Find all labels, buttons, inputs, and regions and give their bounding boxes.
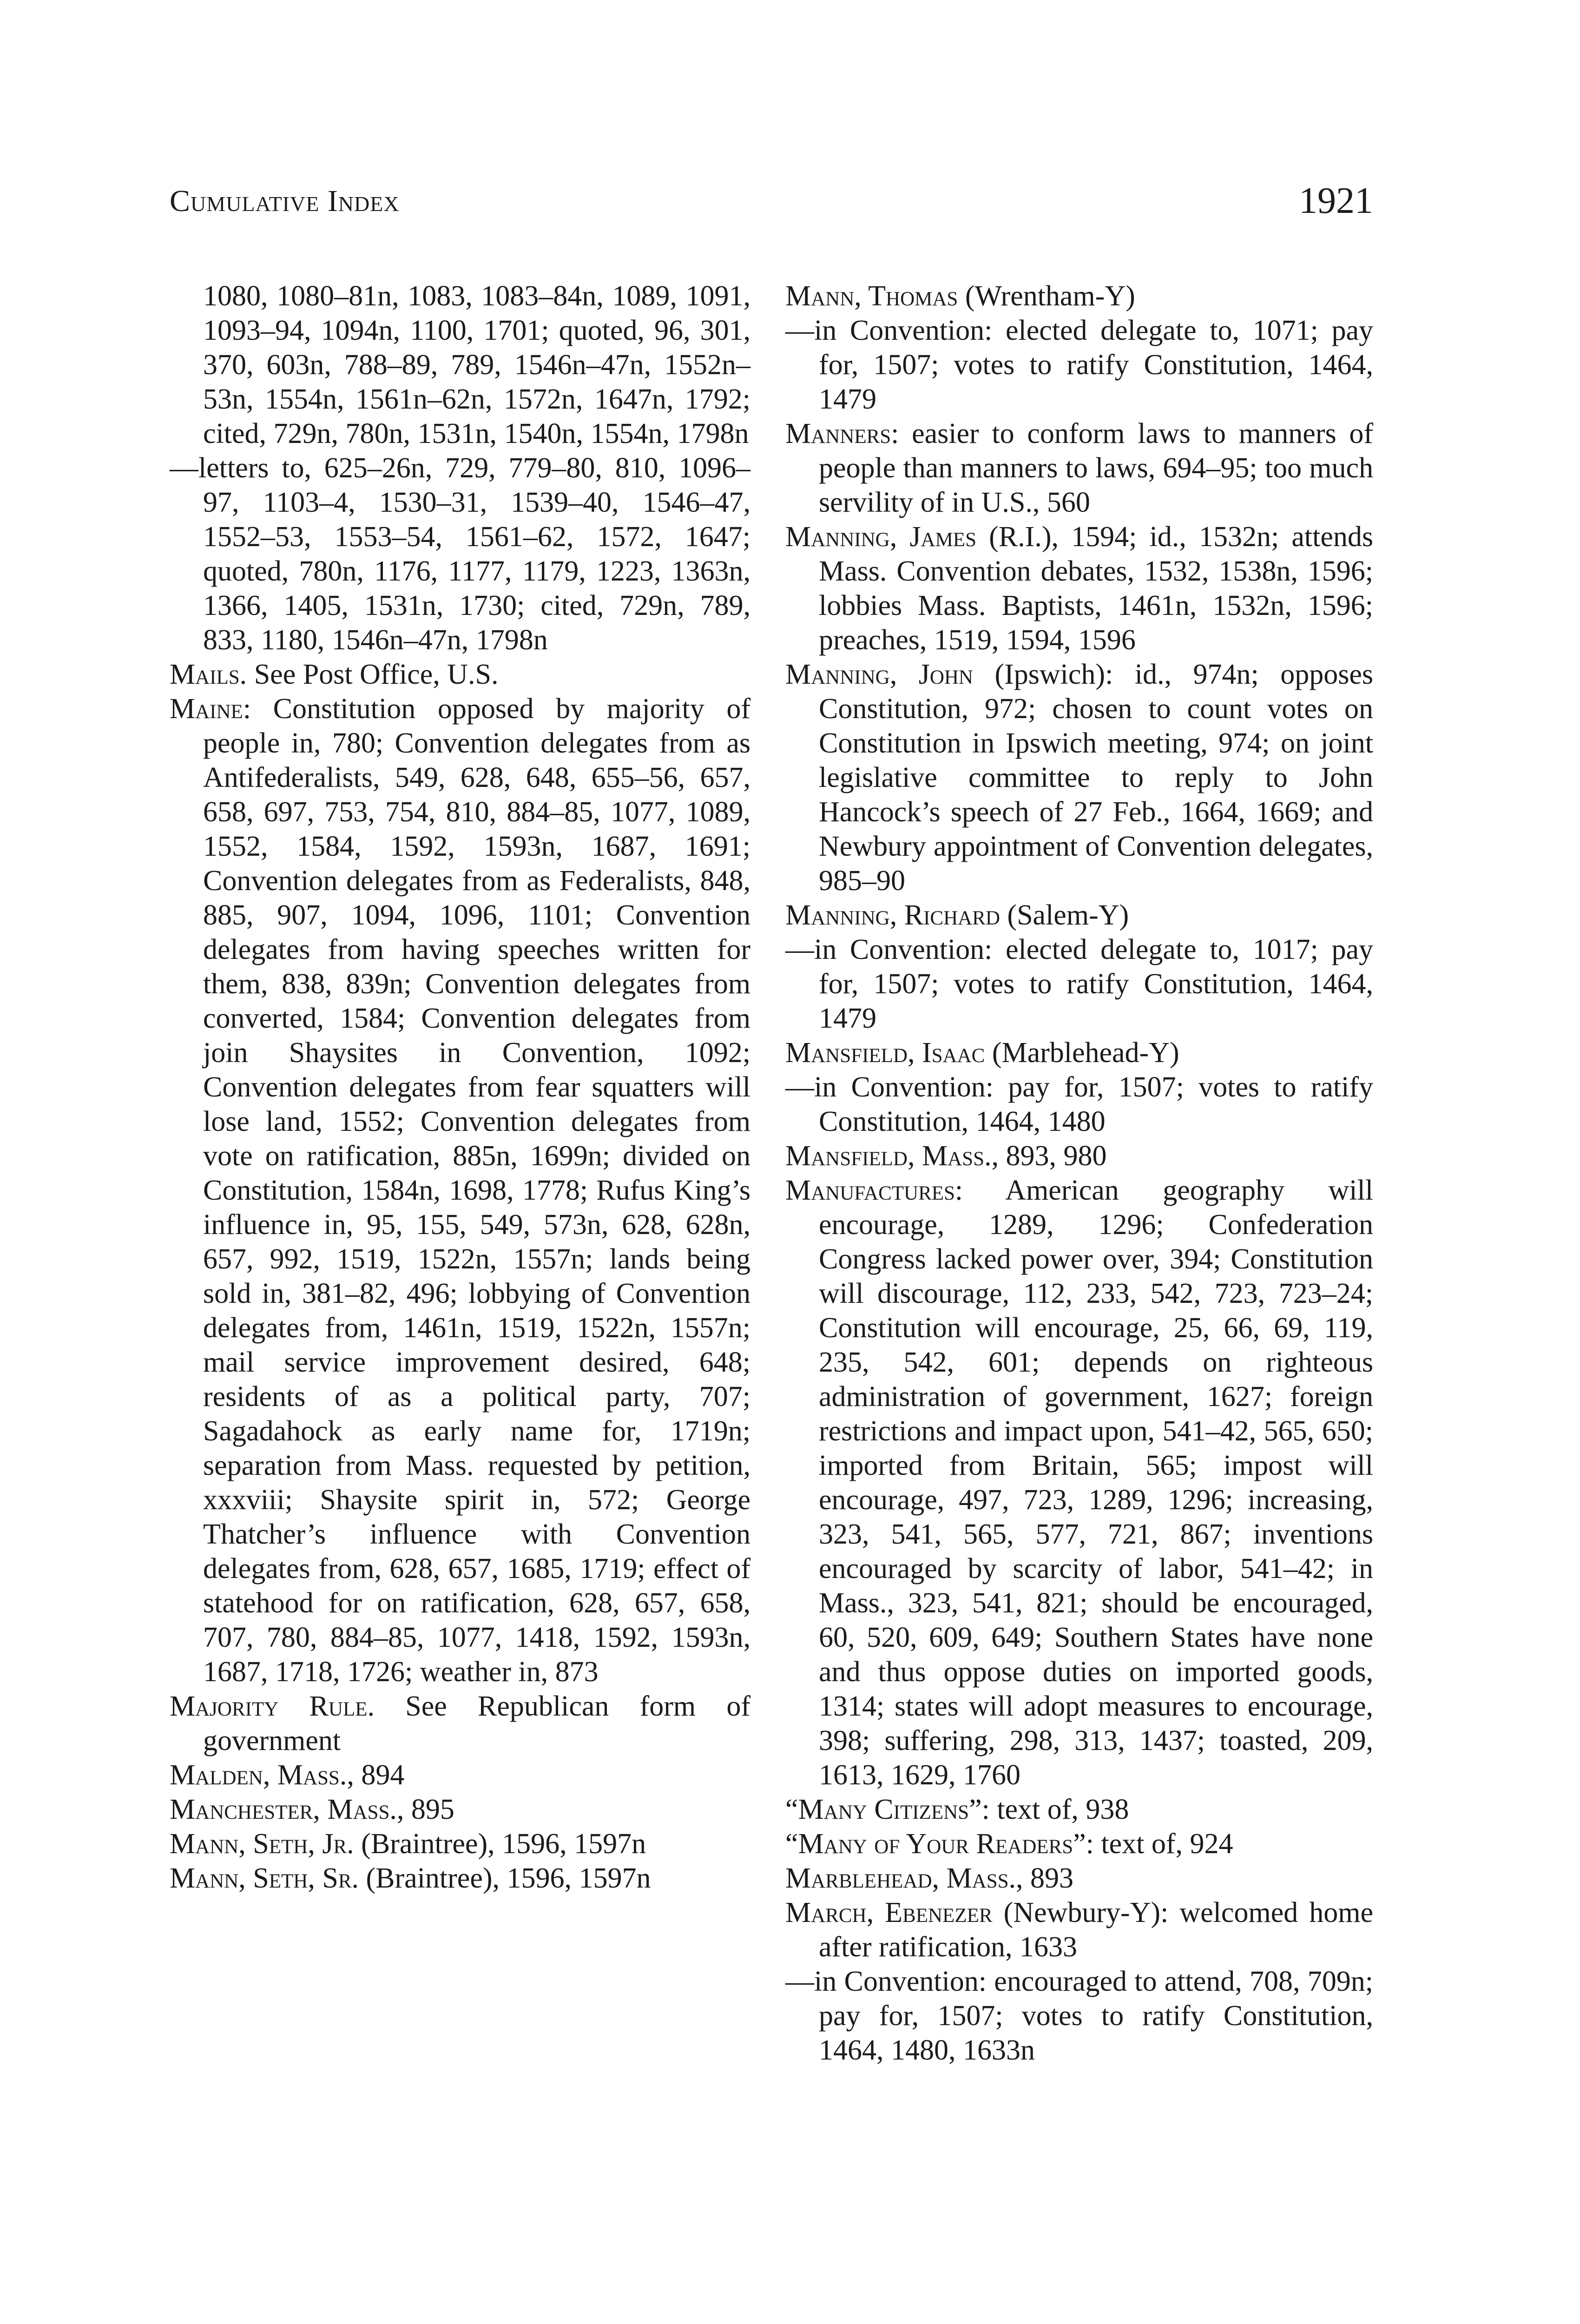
index-entry: [170, 692, 750, 1689]
index-entry-text: (Braintree), 1596, 1597n: [354, 1828, 646, 1860]
index-entry: [785, 1792, 1373, 1827]
index-subentry: [170, 451, 750, 657]
index-headword: Maine:: [170, 693, 251, 725]
index-entry-text: 893: [1023, 1862, 1074, 1894]
index-headword: Malden, Mass.,: [170, 1759, 354, 1791]
index-entry-text: (Wrentham-Y): [958, 280, 1135, 312]
index-entry: [785, 898, 1373, 932]
index-headword: Manners:: [785, 418, 899, 449]
page-number: 1921: [1299, 180, 1373, 221]
index-entry-text: (Newbury-Y): welcomed home after ratification, 1633: [819, 1897, 1373, 1963]
index-subentry: [785, 313, 1373, 416]
index-headword: Mansfield, Mass.,: [785, 1140, 999, 1172]
index-entry: [170, 1689, 750, 1758]
index-headword: March, Ebenezer: [785, 1897, 993, 1928]
index-headword: Marblehead, Mass.,: [785, 1862, 1023, 1894]
index-entry-text: 894: [354, 1759, 405, 1791]
index-entry: [785, 1139, 1373, 1173]
index-entry-text: Constitution opposed by majority of people in, 780; Convention delegates from as Antifederalists, 549, 628, 648, 655–56, 657, 658, 697, 753, 754, 810, 884–85, 1077, 1089, 1552, 1584, 1592, 1593n, 1687, 1691; Convention delegates from as Federalists, 848, 885, 907, 1094, 1096, 1101; Convention delegates from having speeches written for them, 838, 839n; Convention delegates from converted, 1584; Convention delegates from join Shaysites in Convention, 1092; Convention delegates from fear squatters will lose land, 1552; Convention delegates from vote on ratification, 885n, 1699n; divided on Constitution, 1584n, 1698, 1778; Rufus King’s influence in, 95, 155, 549, 573n, 628, 628n, 657, 992, 1519, 1522n, 1557n; lands being sold in, 381–82, 496; lobbying of Convention delegates from, 1461n, 1519, 1522n, 1557n; mail service improvement desired, 648; residents of as a political party, 707; Sagadahock as early name for, 1719n; separation from Mass. requested by petition, xxxviii; Shaysite spirit in, 572; George Thatcher’s influence with Convention delegates from, 628, 657, 1685, 1719; effect of statehood for on ratification, 628, 657, 658, 707, 780, 884–85, 1077, 1418, 1592, 1593n, 1687, 1718, 1726; weather in, 873: [203, 693, 750, 1688]
index-entry-text: (Salem-Y): [1000, 899, 1129, 931]
index-entry: [785, 1173, 1373, 1792]
index-entry-text: —in Convention: elected delegate to, 1017; pay for, 1507; votes to ratify Constitution, 1464, 1479: [785, 934, 1373, 1034]
index-headword: “Many Citizens”:: [785, 1794, 990, 1825]
index-entry-text: easier to conform laws to manners of people than manners to laws, 694–95; too much servility of in U.S., 560: [819, 418, 1373, 518]
index-entry-text: 895: [404, 1794, 454, 1825]
index-entry: [170, 657, 750, 692]
index-entry: [170, 1792, 750, 1827]
index-entry-text: —in Convention: encouraged to attend, 708, 709n; pay for, 1507; votes to ratify Constitution, 1464, 1480, 1633n: [785, 1966, 1373, 2066]
index-entry-text: —in Convention: elected delegate to, 1071; pay for, 1507; votes to ratify Constitution, 1464, 1479: [785, 315, 1373, 415]
index-entry-text: —in Convention: pay for, 1507; votes to ratify Constitution, 1464, 1480: [785, 1071, 1373, 1137]
index-entry-text: (Braintree), 1596, 1597n: [359, 1862, 651, 1894]
index-entry: [785, 1827, 1373, 1861]
index-headword: Manning, John: [785, 659, 973, 690]
index-entry-text: See Republican form of government: [203, 1690, 751, 1756]
index-entry: [785, 1861, 1373, 1895]
index-headword: Majority Rule.: [170, 1690, 375, 1722]
index-entry-text: See Post Office, U.S.: [247, 659, 499, 690]
index-entry: [170, 1758, 750, 1792]
index-headword: Manufactures:: [785, 1175, 963, 1206]
index-entry-text: (Ipswich): id., 974n; opposes Constitution, 972; chosen to count votes on Constitution in Ipswich meeting, 974; on joint legislative committee to reply to John Hancock’s speech of 27 Feb., 1664, 1669; and Newbury appointment of Convention delegates, 985–90: [819, 659, 1373, 897]
index-headword: Mansfield, Isaac: [785, 1037, 985, 1069]
index-headword: Manning, James: [785, 521, 976, 553]
index-continuation: [170, 279, 750, 451]
index-entry-text: 1080, 1080–81n, 1083, 1083–84n, 1089, 1091, 1093–94, 1094n, 1100, 1701; quoted, 96, 301, 370, 603n, 788–89, 789, 1546n–47n, 1552n–53n, 1554n, 1561n–62n, 1572n, 1647n, 1792; cited, 729n, 780n, 1531n, 1540n, 1554n, 1798n: [203, 280, 750, 449]
index-entry-text: text of, 924: [1093, 1828, 1233, 1860]
index-entry: [170, 1861, 750, 1895]
index-entry: [170, 1827, 750, 1861]
index-entry-text: —letters to, 625–26n, 729, 779–80, 810, 1096–97, 1103–4, 1530–31, 1539–40, 1546–47, 1552–53, 1553–54, 1561–62, 1572, 1647; quoted, 780n, 1176, 1177, 1179, 1223, 1363n, 1366, 1405, 1531n, 1730; cited, 729n, 789, 833, 1180, 1546n–47n, 1798n: [170, 452, 750, 656]
index-headword: “Many of Your Readers”:: [785, 1828, 1094, 1860]
index-headword: Manchester, Mass.,: [170, 1794, 404, 1825]
index-entry-text: (Marblehead-Y): [985, 1037, 1179, 1069]
index-subentry: [785, 1070, 1373, 1139]
index-headword: Manning, Richard: [785, 899, 1000, 931]
index-headword: Mann, Seth, Sr.: [170, 1862, 359, 1894]
index-subentry: [785, 932, 1373, 1036]
index-entry: [785, 520, 1373, 657]
index-entry-text: (R.I.), 1594; id., 1532n; attends Mass. Convention debates, 1532, 1538n, 1596; lobbies Mass. Baptists, 1461n, 1532n, 1596; preaches, 1519, 1594, 1596: [819, 521, 1373, 656]
index-entry: [785, 279, 1373, 313]
index-entry: [785, 657, 1373, 898]
index-column-right: [785, 279, 1373, 2067]
index-entry-text: American geography will encourage, 1289, 1296; Confederation Congress lacked power over, 394; Constitution will discourage, 112, 233, 542, 723, 723–24; Constitution will encourage, 25, 66, 69, 119, 235, 542, 601; depends on righteous administration of government, 1627; foreign restrictions and impact upon, 541–42, 565, 650; imported from Britain, 565; impost will encourage, 497, 723, 1289, 1296; increasing, 323, 541, 565, 577, 721, 867; inventions encouraged by scarcity of labor, 541–42; in Mass., 323, 541, 821; should be encouraged, 60, 520, 609, 649; Southern States have none and thus oppose duties on imported goods, 1314; states will adopt measures to encourage, 398; suffering, 298, 313, 1437; toasted, 209, 1613, 1629, 1760: [819, 1175, 1373, 1791]
index-entry-text: text of, 938: [989, 1794, 1129, 1825]
index-entry: [785, 416, 1373, 520]
index-headword: Mann, Seth, Jr.: [170, 1828, 354, 1860]
index-entry: [785, 1895, 1373, 1964]
index-subentry: [785, 1964, 1373, 2067]
index-entry: [785, 1036, 1373, 1070]
index-headword: Mails.: [170, 659, 247, 690]
index-entry-text: 893, 980: [998, 1140, 1107, 1172]
index-headword: Mann, Thomas: [785, 280, 958, 312]
index-column-left: [170, 279, 750, 1895]
running-head: Cumulative Index: [170, 184, 400, 218]
page-header: [170, 180, 1373, 239]
